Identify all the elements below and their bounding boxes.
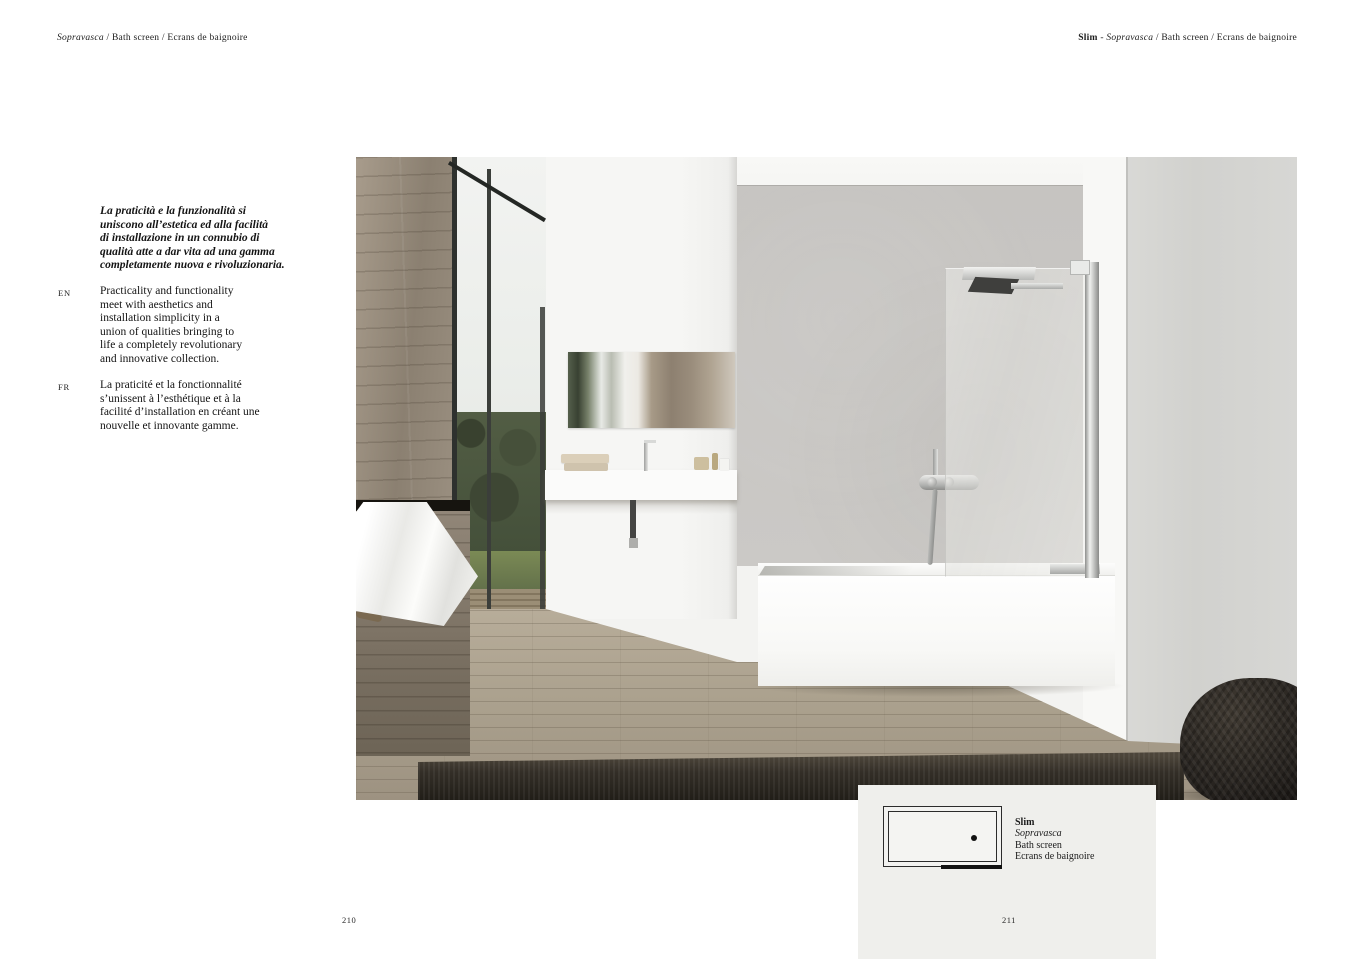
photo-side-wall	[1126, 157, 1297, 745]
breadcrumb-collection: Sopravasca	[1106, 33, 1154, 43]
intro-it-line: di installazione in un connubio di	[100, 232, 260, 245]
intro-it-line: La praticità e la funzionalità si	[100, 205, 247, 217]
intro-paragraph-italian	[100, 205, 285, 273]
photo-wood-panel-wall	[356, 157, 455, 502]
photo-bath-screen-glass	[945, 268, 1087, 577]
intro-en-line: meet with aesthetics and	[100, 298, 213, 311]
photo-shower-arm	[1011, 283, 1063, 289]
photo-bottle	[712, 453, 718, 470]
drain-position-dot	[971, 835, 977, 841]
breadcrumb-right	[1078, 33, 1297, 43]
photo-mirror	[568, 352, 735, 428]
photo-washbasin-counter	[545, 470, 737, 500]
photo-frame-bracket	[1070, 260, 1090, 275]
intro-it-line: completamente nuova e rivoluzionaria.	[100, 259, 285, 272]
photo-faucet-knob	[927, 477, 937, 487]
photo-towel	[561, 454, 609, 463]
intro-en-line: and innovative collection.	[100, 352, 220, 365]
page-number-right: 211	[1002, 915, 1016, 925]
photo-counter-shadow	[545, 500, 737, 514]
photo-towel	[564, 463, 608, 471]
intro-fr-line: s’unissent à l’esthétique et à la	[100, 392, 241, 405]
product-info-panel	[858, 785, 1156, 959]
intro-paragraph-english	[100, 285, 242, 367]
bathroom-photo	[356, 157, 1297, 800]
photo-drain-elbow	[629, 538, 638, 548]
intro-en-line: union of qualities bringing to	[100, 325, 235, 338]
photo-drain-pipe	[630, 500, 636, 540]
bathtub-inner-shadow	[759, 566, 915, 575]
photo-bathtub	[758, 563, 1115, 686]
breadcrumb-rest: / Bath screen / Ecrans de baignoire	[1153, 33, 1297, 43]
language-label-en: EN	[58, 288, 71, 298]
breadcrumb-product: Slim	[1078, 33, 1098, 43]
breadcrumb-left	[57, 33, 248, 43]
intro-fr-line: La praticité et la fonctionnalité	[100, 379, 242, 391]
bath-plan-top-view-icon	[883, 806, 1002, 867]
window-mullion	[487, 169, 491, 615]
language-label-fr: FR	[58, 382, 70, 392]
intro-en-line: installation simplicity in a	[100, 312, 220, 325]
photo-basket	[694, 457, 709, 470]
breadcrumb-collection: Sopravasca	[57, 33, 104, 43]
product-collection: Sopravasca	[1015, 828, 1062, 840]
page-number-left: 210	[342, 915, 357, 925]
window-frame-right	[540, 307, 545, 615]
breadcrumb-rest: / Bath screen / Ecrans de baignoire	[103, 33, 248, 43]
intro-en-line: Practicality and functionality	[100, 285, 234, 297]
photo-wall-corner	[1126, 157, 1128, 743]
intro-it-line: uniscono all’estetica ed alla facilità	[100, 218, 269, 231]
product-type-fr: Ecrans de baignoire	[1015, 851, 1095, 863]
product-type-en: Bath screen	[1015, 839, 1062, 851]
intro-fr-line: nouvelle et innovante gamme.	[100, 419, 239, 432]
photo-basin-faucet	[644, 441, 648, 471]
intro-paragraph-french	[100, 379, 260, 433]
photo-bath-screen-frame	[1085, 262, 1099, 578]
intro-en-line: life a completely revolutionary	[100, 339, 243, 352]
breadcrumb-sep: -	[1097, 33, 1107, 43]
product-card-text	[1015, 817, 1094, 863]
intro-fr-line: facilité d’installation en créant une	[100, 406, 260, 419]
product-name: Slim	[1015, 817, 1035, 828]
photo-basin-spout	[644, 440, 656, 443]
intro-it-line: qualità atte a dar vita ad una gamma	[100, 245, 275, 258]
photo-box	[720, 459, 729, 470]
bath-plan-inner-rect	[888, 811, 997, 862]
bath-screen-position-line	[941, 865, 1002, 869]
